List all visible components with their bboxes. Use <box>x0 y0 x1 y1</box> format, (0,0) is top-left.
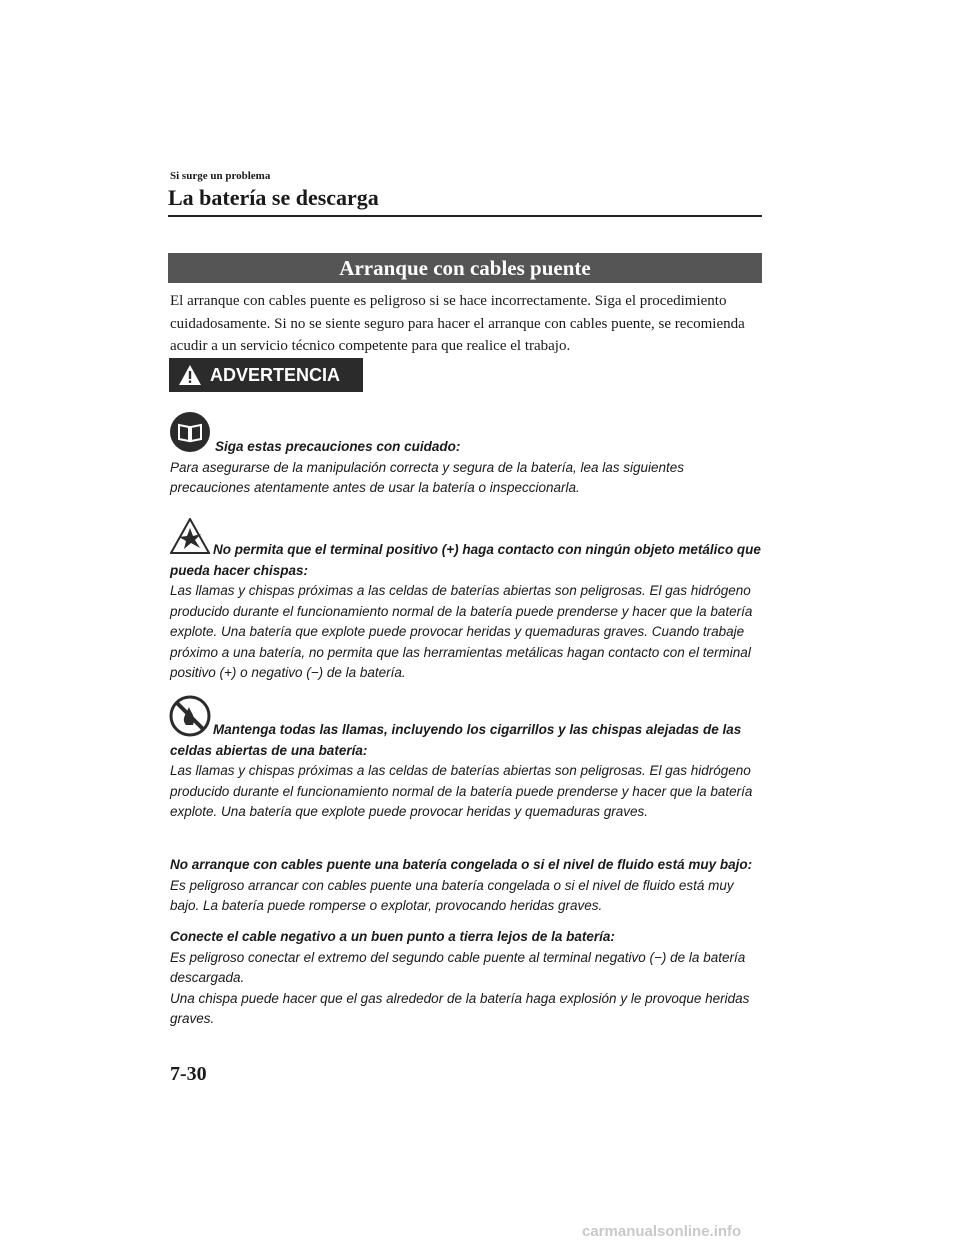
warning-ground-head: Conecte el cable negativo a un buen punto a tierra lejos de la batería: <box>170 929 615 944</box>
chapter-divider <box>168 215 762 217</box>
warning-badge <box>169 358 363 392</box>
chapter-title: La batería se descarga <box>168 185 379 210</box>
warning-terminal <box>170 540 762 684</box>
warning-ground-body-2: Una chispa puede hacer que el gas alrededor de la batería haga explosión y le provoque heridas graves. <box>170 990 750 1026</box>
intro-paragraph: El arranque con cables puente es peligroso si se hace incorrectamente. Siga el procedimiento cuidadosamente. Si no se siente seguro para hacer el arranque con cables puente, se recomienda acudir a un servicio técnico competente para que realice el trabajo. <box>170 293 745 354</box>
warning-manual <box>170 437 762 499</box>
warning-triangle-icon <box>178 364 202 386</box>
warning-manual-head: Siga estas precauciones con cuidado: <box>215 439 461 454</box>
warning-manual-body: Para asegurarse de la manipulación correcta y segura de la batería, lea las siguientes precauciones atentamente antes de usar la batería o inspeccionarla. <box>170 459 685 495</box>
warning-flames-head: Mantenga todas las llamas, incluyendo los cigarrillos y las chispas alejadas de las celdas abiertas de una batería: <box>170 722 742 758</box>
warning-flames <box>170 720 762 823</box>
section-banner: Arranque con cables puente <box>168 253 762 283</box>
warning-ground-body-1: Es peligroso conectar el extremo del segundo cable puente al terminal negativo (−) de la batería descargada. <box>170 949 746 985</box>
warning-frozen <box>170 855 762 917</box>
warning-terminal-head: No permita que el terminal positivo (+) haga contacto con ningún objeto metálico que pueda hacer chispas: <box>170 542 761 578</box>
warning-frozen-body: Es peligroso arrancar con cables puente una batería congelada o si el nivel de fluido está muy bajo. La batería puede romperse o explotar, provocando heridas graves. <box>170 877 734 913</box>
section-label: Si surge un problema <box>170 170 271 182</box>
warning-label: ADVERTENCIA <box>210 364 341 385</box>
warning-ground <box>170 927 762 1030</box>
page-number: 7-30 <box>170 1063 207 1085</box>
warning-terminal-body: Las llamas y chispas próximas a las celdas de baterías abiertas son peligrosas. El gas hidrógeno producido durante el funcionamiento normal de la batería puede prenderse y hacer que la batería explote. Una batería que explote puede provocar heridas y quemaduras graves. Cuando trabaje próximo a una batería, no permita que las herramientas metálicas hagan contacto con el terminal positivo (+) o negativo (−) de la batería. <box>170 583 753 680</box>
warning-frozen-head: No arranque con cables puente una batería congelada o si el nivel de fluido está muy bajo: <box>170 857 753 872</box>
warning-flames-body: Las llamas y chispas próximas a las celdas de baterías abiertas son peligrosas. El gas hidrógeno producido durante el funcionamiento normal de la batería puede prenderse y hacer que la batería explote. Una batería que explote puede provocar heridas y quemaduras graves. <box>170 763 753 819</box>
watermark: carmanualsonline.info <box>582 1223 742 1240</box>
